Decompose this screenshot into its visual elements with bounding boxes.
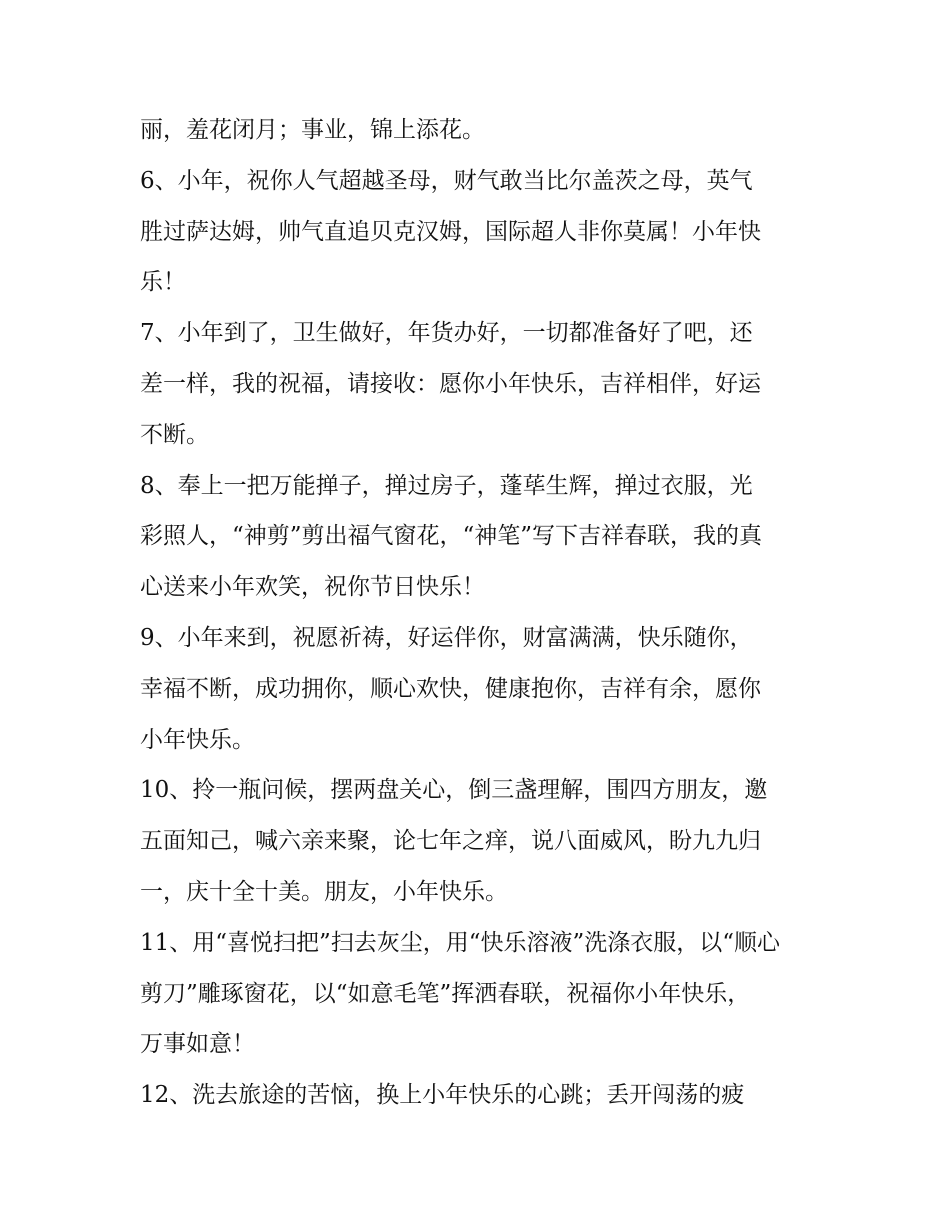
- text-line: 万事如意！: [140, 1031, 255, 1058]
- text-line: 五面知己，喊六亲来聚，论七年之痒，说八面威风，盼九九归: [140, 828, 761, 855]
- text-line: 小年快乐。: [140, 726, 255, 753]
- text-line: 8、奉上一把万能掸子，掸过房子，蓬荜生辉，掸过衣服，光: [140, 472, 753, 499]
- text-line: 11、用“喜悦扫把”扫去灰尘，用“快乐溶液”洗涤衣服，以“顺心: [140, 929, 781, 956]
- text-line: 12、洗去旅途的苦恼，换上小年快乐的心跳；丢开闯荡的疲: [140, 1082, 745, 1109]
- text-line: 7、小年到了，卫生做好，年货办好，一切都准备好了吧，还: [140, 320, 753, 347]
- text-line: 丽，羞花闭月；事业，锦上添花。: [140, 117, 485, 143]
- text-line: 胜过萨达姆，帅气直追贝克汉姆，国际超人非你莫属！小年快: [140, 218, 761, 245]
- text-line: 心送来小年欢笑，祝你节日快乐！: [140, 574, 485, 601]
- document-body: [140, 105, 820, 1121]
- text-line: 10、拎一瓶问候，摆两盘关心，倒三盏理解，围四方朋友，邀: [140, 777, 768, 804]
- text-line: 幸福不断，成功拥你，顺心欢快，健康抱你，吉祥有余，愿你: [140, 675, 761, 702]
- text-line: 6、小年，祝你人气超越圣母，财气敢当比尔盖茨之母，英气: [140, 167, 753, 194]
- text-line: 彩照人，“神剪”剪出福气窗花，“神笔”写下吉祥春联，我的真: [140, 523, 763, 550]
- text-line: 剪刀”雕琢窗花，以“如意毛笔”挥洒春联，祝福你小年快乐，: [140, 980, 751, 1007]
- text-line: 不断。: [140, 421, 209, 448]
- text-line: 差一样，我的祝福，请接收：愿你小年快乐，吉祥相伴，好运: [140, 370, 761, 397]
- text-line: 一，庆十全十美。朋友，小年快乐。: [140, 878, 508, 905]
- text-line: 9、小年来到，祝愿祈祷，好运伴你，财富满满，快乐随你，: [140, 624, 753, 651]
- text-line: 乐！: [140, 269, 186, 296]
